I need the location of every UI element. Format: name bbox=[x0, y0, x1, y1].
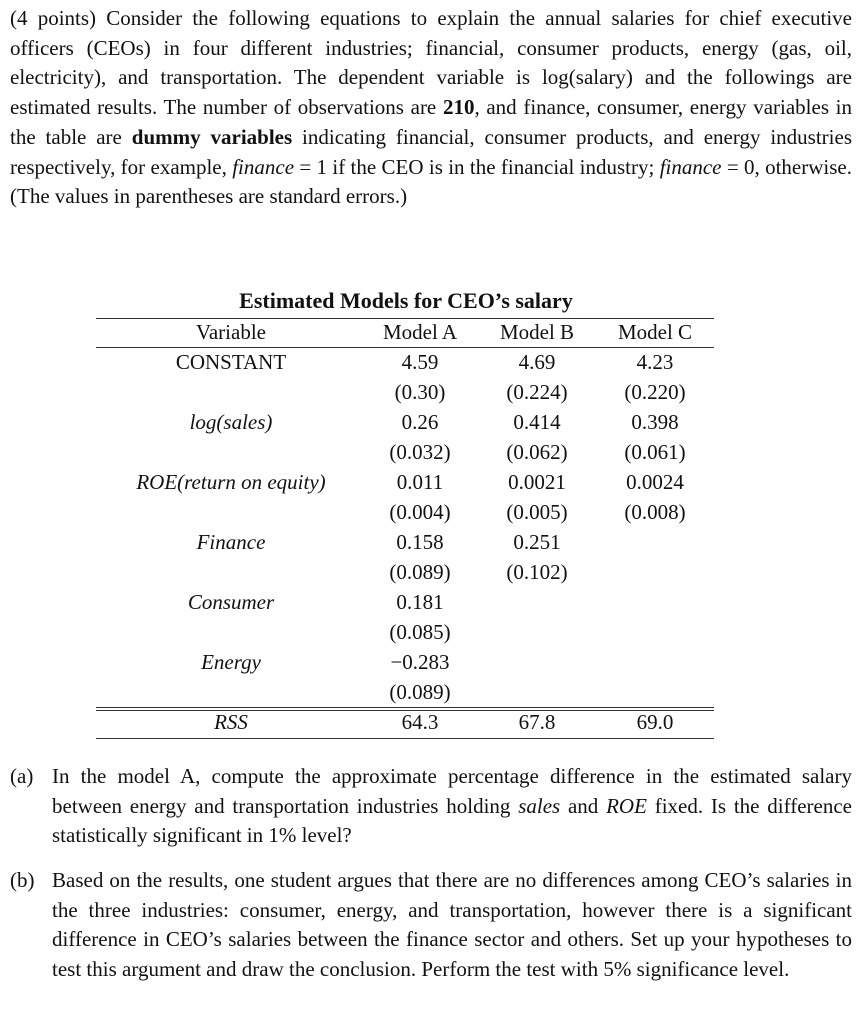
row-label: Energy bbox=[201, 650, 261, 674]
finance-variable: finance bbox=[659, 154, 722, 179]
rss-model-a: 64.3 bbox=[401, 710, 439, 734]
cell-value: 0.181 bbox=[396, 590, 444, 614]
cell-std-error: (0.089) bbox=[389, 560, 451, 584]
dummy-variables-term: dummy variables bbox=[131, 124, 293, 149]
cell-std-error: (0.004) bbox=[389, 500, 451, 524]
statement-text-3: indicating financial, consumer products, and energy industries respectively, for example, bbox=[10, 124, 853, 179]
statement-text-1: (4 points) Consider the following equations to explain the annual salaries for chief executive officers (CEOs) in four different industries; financial, consumer products, energy (gas, oil, electricity), and transportation. The dependent variable is log(salary) and the followings are estimated results. The number of observations are bbox=[10, 6, 852, 120]
cell-value: 4.23 bbox=[636, 350, 674, 374]
cell-value: 4.69 bbox=[518, 350, 556, 374]
roe-variable: ROE bbox=[606, 793, 647, 818]
cell-value: 4.59 bbox=[401, 350, 439, 374]
question-a-text bbox=[52, 762, 852, 851]
cell-value: −0.283 bbox=[390, 650, 450, 674]
statement-text-4: = 1 if the CEO is in the financial industry; bbox=[294, 154, 660, 179]
cell-std-error: (0.102) bbox=[506, 560, 568, 584]
header-variable: Variable bbox=[196, 320, 266, 344]
statement-text-2: , and finance, consumer, energy variables in the table are bbox=[10, 95, 852, 149]
row-label: Consumer bbox=[187, 590, 275, 614]
table-bottom-rule bbox=[96, 738, 714, 739]
cell-value: 0.158 bbox=[396, 530, 444, 554]
row-label: Finance bbox=[196, 530, 266, 554]
problem-statement bbox=[10, 4, 852, 212]
cell-std-error: (0.008) bbox=[624, 500, 686, 524]
sales-variable: sales bbox=[518, 793, 561, 818]
cell-std-error: (0.224) bbox=[506, 380, 568, 404]
cell-std-error: (0.220) bbox=[624, 380, 686, 404]
question-b-label: (b) bbox=[10, 868, 35, 892]
finance-variable: finance bbox=[232, 154, 295, 179]
question-b-text: Based on the results, one student argues that there are no differences among CEO’s salaries in the three industries: consumer, energy, and transportation, however there is a significant difference in CEO’s salaries between the finance sector and others. Set up your hypotheses to test this argument and draw the conclusion. Perform the test with 5% significance level. bbox=[52, 868, 852, 982]
header-model-b: Model B bbox=[499, 320, 575, 344]
question-a-label: (a) bbox=[10, 764, 34, 788]
cell-value: 0.26 bbox=[401, 410, 439, 434]
cell-std-error: (0.085) bbox=[389, 620, 451, 644]
cell-value: 0.011 bbox=[396, 470, 444, 494]
statement-text-5: = 0, otherwise. (The values in parentheses are standard errors.) bbox=[10, 154, 852, 209]
row-label: CONSTANT bbox=[175, 350, 287, 374]
cell-value: 0.398 bbox=[631, 410, 679, 434]
rss-model-c: 69.0 bbox=[636, 710, 674, 734]
row-label: log(sales) bbox=[189, 410, 273, 434]
cell-value: 0.0021 bbox=[508, 470, 566, 494]
question-a-part: fixed. Is the difference statistically significant in 1% level? bbox=[52, 793, 852, 848]
cell-std-error: (0.062) bbox=[506, 440, 568, 464]
cell-value: 0.414 bbox=[513, 410, 561, 434]
header-model-c: Model C bbox=[617, 320, 693, 344]
row-label: ROE(return on equity) bbox=[136, 470, 326, 494]
question-a-part: In the model A, compute the approximate percentage difference in the estimated salary between energy and transportation industries holding bbox=[52, 764, 852, 818]
cell-std-error: (0.089) bbox=[389, 680, 451, 704]
cell-std-error: (0.061) bbox=[624, 440, 686, 464]
question-a-part: and bbox=[560, 793, 607, 818]
cell-std-error: (0.032) bbox=[389, 440, 451, 464]
observation-count: 210 bbox=[442, 95, 475, 120]
cell-value: 0.251 bbox=[513, 530, 561, 554]
cell-value: 0.0024 bbox=[626, 470, 684, 494]
cell-std-error: (0.30) bbox=[394, 380, 446, 404]
header-model-a: Model A bbox=[382, 320, 458, 344]
rss-label: RSS bbox=[214, 710, 248, 734]
cell-std-error: (0.005) bbox=[506, 500, 568, 524]
rss-model-b: 67.8 bbox=[518, 710, 556, 734]
table-caption: Estimated Models for CEO’s salary bbox=[239, 288, 573, 313]
